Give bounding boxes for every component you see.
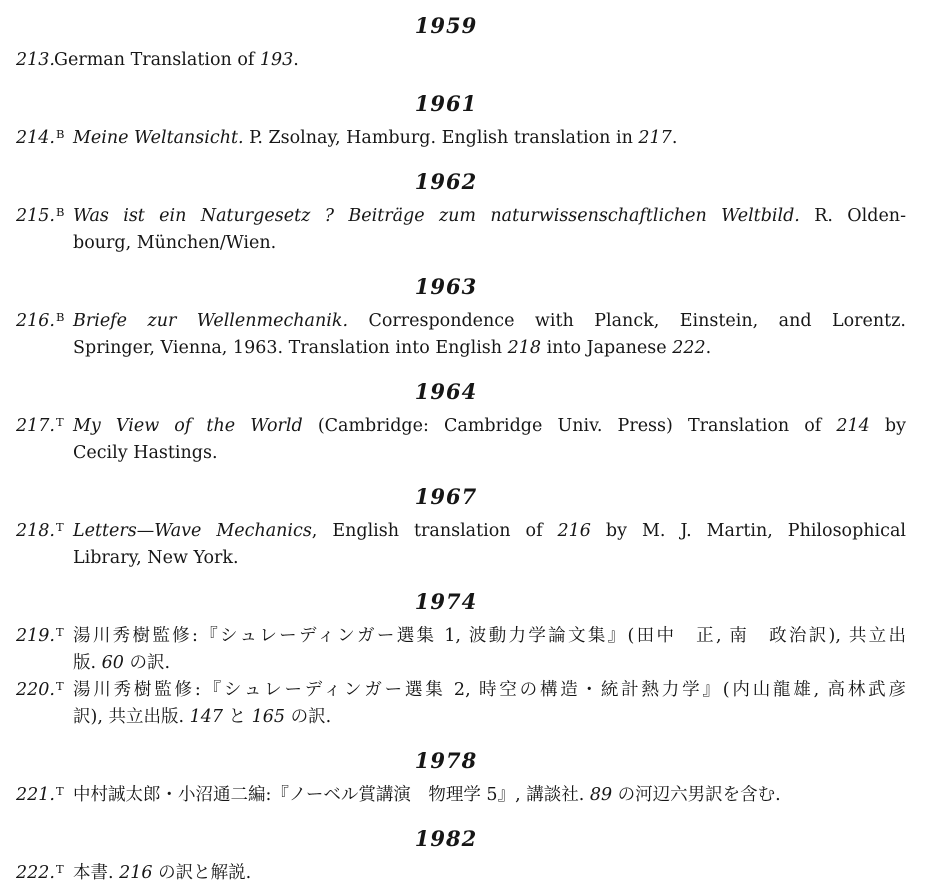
entry-number: 217.$^T$ [16, 414, 64, 436]
entry-superscript: B [55, 309, 65, 324]
italic-reference-text: Meine Weltansicht. [73, 128, 244, 148]
entry-text: . [671, 128, 678, 148]
italic-reference-text: 147 [189, 707, 223, 727]
entry-text: German Translation of [54, 50, 260, 70]
entry-line [73, 704, 906, 731]
entry-222 [16, 860, 906, 887]
italic-reference-text: 60 [101, 653, 124, 673]
entry-text: . [293, 50, 299, 70]
entry-text: の訳と解説. [152, 863, 252, 883]
entry-text: , English translation of [311, 521, 558, 541]
entry-text: (Cambridge: Cambridge Univ. Press) Translation of [302, 416, 837, 436]
entry-number: 219.$^T$ [16, 624, 64, 646]
italic-reference-text: Was ist ein Naturgesetz ? Beiträge zum naturwissenschaftlichen Weltbild. [73, 206, 800, 226]
italic-reference-text: 216 [557, 521, 591, 541]
year-heading: 1978 [414, 748, 478, 773]
entry-superscript: T [55, 678, 64, 693]
entry-text: の訳. [285, 707, 332, 727]
entry-text: P. Zsolnay, Hamburg. English translation in [243, 128, 639, 148]
entry-217 [16, 413, 906, 467]
entry-text: into Japanese [541, 338, 673, 358]
entry-text: と [222, 707, 252, 727]
year-heading: 1961 [414, 91, 478, 116]
entry-superscript: T [55, 624, 64, 639]
entry-number: 213. [16, 50, 55, 70]
entry-line [54, 47, 906, 74]
entry-line [73, 125, 906, 152]
italic-reference-text: Briefe zur Wellenmechanik. [73, 311, 349, 331]
italic-reference-text: 214 [836, 416, 870, 436]
year-section-1962 [16, 168, 906, 257]
entry-line [73, 413, 906, 440]
entry-number: 220.$^T$ [16, 678, 64, 700]
entry-line [73, 677, 906, 704]
entry-text: Springer, Vienna, 1963. Translation into English [73, 338, 508, 358]
italic-reference-text: 193 [259, 50, 294, 70]
year-heading: 1959 [414, 13, 478, 38]
italic-reference-text: 218 [507, 338, 542, 358]
entry-line [73, 518, 906, 545]
entry-text: 湯川秀樹監修:『シュレーディンガー選集 1, 波動力学論文集』(田中 正, 南 政治訳), 共立出 [73, 626, 906, 646]
entry-218 [16, 518, 906, 572]
entry-superscript: T [55, 783, 64, 798]
year-section-1961 [16, 90, 906, 152]
entry-215 [16, 203, 906, 257]
entry-number: 215.$^B$ [16, 204, 65, 226]
entry-superscript: B [55, 126, 65, 141]
entry-line [73, 860, 906, 887]
year-heading: 1982 [414, 826, 478, 851]
entry-text: の河辺六男訳を含む. [612, 785, 781, 805]
entry-text: Library, New York. [73, 548, 239, 568]
entry-number: 221.$^T$ [16, 783, 64, 805]
entry-superscript: T [55, 519, 64, 534]
entry-number: 216.$^B$ [16, 309, 65, 331]
italic-reference-text: 165 [251, 707, 286, 727]
year-section-1974 [16, 588, 906, 731]
entry-text: 訳), 共立出版. [73, 707, 190, 727]
italic-reference-text: Letters—Wave Mechanics [73, 521, 312, 541]
entry-line [73, 203, 906, 230]
entry-text: 中村誠太郎・小沼通二編:『ノーベル賞講演 物理学 5』, 講談社. [73, 785, 590, 805]
year-section-1978 [16, 747, 906, 809]
entry-line [73, 335, 906, 362]
entry-number: 222.$^T$ [16, 861, 64, 883]
year-heading: 1963 [414, 274, 478, 299]
entry-text: . [705, 338, 712, 358]
italic-reference-text: 89 [589, 785, 613, 805]
entry-text: by M. J. Martin, Philosophical [590, 521, 906, 541]
entry-superscript: T [55, 861, 64, 876]
entry-line [73, 230, 906, 257]
entry-number: 218.$^T$ [16, 519, 64, 541]
entry-line [73, 308, 906, 335]
entry-line [73, 545, 906, 572]
italic-reference-text: My View of the World [73, 416, 303, 436]
year-heading: 1967 [414, 484, 478, 509]
year-section-1963 [16, 273, 906, 362]
entry-213 [16, 47, 906, 74]
entry-text: bourg, München/Wien. [73, 233, 277, 253]
entry-text: by [869, 416, 906, 436]
year-section-1982 [16, 825, 906, 887]
entry-line [73, 623, 906, 650]
entry-text: Correspondence with Planck, Einstein, and Lorentz. [348, 311, 906, 331]
entry-text: 本書. [73, 863, 120, 883]
italic-reference-text: 217 [638, 128, 672, 148]
year-section-1964 [16, 378, 906, 467]
entry-number: 214.$^B$ [16, 126, 65, 148]
entry-line [73, 650, 906, 677]
italic-reference-text: 216 [119, 863, 153, 883]
year-heading: 1964 [414, 379, 478, 404]
year-heading: 1974 [414, 589, 478, 614]
entry-text: 湯川秀樹監修:『シュレーディンガー選集 2, 時空の構造・統計熱力学』(内山龍雄, 高林武彦 [73, 680, 906, 700]
entry-text: の訳. [123, 653, 171, 673]
italic-reference-text: 222 [672, 338, 706, 358]
entry-text: 版. [73, 653, 102, 673]
entry-line [73, 782, 906, 809]
entry-superscript: T [55, 414, 64, 429]
entry-text: Cecily Hastings. [73, 443, 218, 463]
entry-214 [16, 125, 906, 152]
entry-216 [16, 308, 906, 362]
year-section-1959 [16, 12, 906, 74]
entry-219 [16, 623, 906, 677]
entry-220 [16, 677, 906, 731]
entry-text: R. Olden- [799, 206, 906, 226]
entry-line [73, 440, 906, 467]
entry-superscript: B [55, 204, 65, 219]
year-section-1967 [16, 483, 906, 572]
entry-221 [16, 782, 906, 809]
year-heading: 1962 [414, 169, 478, 194]
